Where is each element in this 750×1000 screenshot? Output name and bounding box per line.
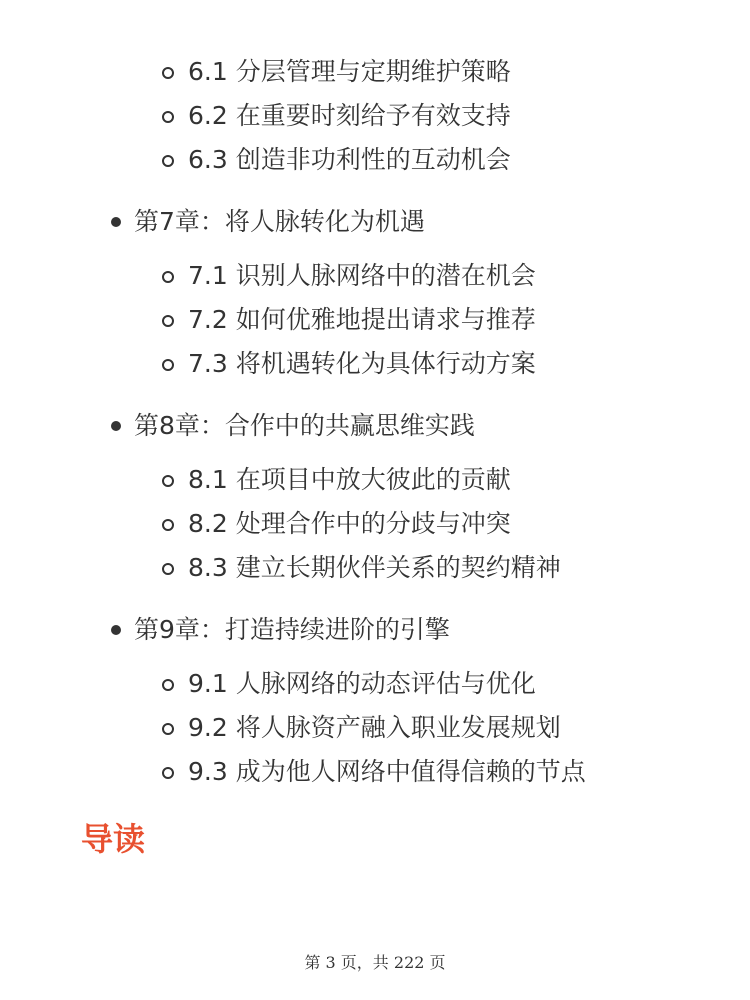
chapter-sub-list [0,662,750,794]
filled-bullet-icon [111,625,121,635]
toc-sub-item [0,502,750,546]
hollow-bullet-icon [162,111,174,123]
chapter-sub-list [0,458,750,590]
toc-sub-label: 7.2 如何优雅地提出请求与推荐 [188,305,536,334]
toc-sub-label: 9.3 成为他人网络中值得信赖的节点 [188,757,586,786]
toc-chapter-label: 第7章：将人脉转化为机遇 [134,207,425,236]
filled-bullet-icon [111,421,121,431]
toc-sub-label: 8.3 建立长期伙伴关系的契约精神 [188,553,561,582]
chapter-group-7 [0,194,750,386]
hollow-bullet-icon [162,679,174,691]
toc-sub-label: 6.3 创造非功利性的互动机会 [188,145,511,174]
toc-chapter-item [0,398,750,454]
toc-sub-item [0,342,750,386]
toc-sub-item [0,750,750,794]
chapter-group-8 [0,398,750,590]
toc-sub-item [0,94,750,138]
toc-chapter-label: 第8章：合作中的共赢思维实践 [134,411,475,440]
toc-sub-label: 7.1 识别人脉网络中的潜在机会 [188,261,536,290]
toc-sub-item [0,546,750,590]
filled-bullet-icon [111,217,121,227]
toc-sub-label: 8.1 在项目中放大彼此的贡献 [188,465,511,494]
toc-sub-item [0,662,750,706]
table-of-contents [0,50,750,794]
toc-chapter-item [0,194,750,250]
toc-sub-item [0,138,750,182]
hollow-bullet-icon [162,475,174,487]
toc-sub-label: 6.2 在重要时刻给予有效支持 [188,101,511,130]
toc-sub-item [0,706,750,750]
hollow-bullet-icon [162,723,174,735]
toc-sub-label: 7.3 将机遇转化为具体行动方案 [188,349,536,378]
toc-sub-item [0,298,750,342]
leading-sub-list [0,50,750,182]
hollow-bullet-icon [162,767,174,779]
hollow-bullet-icon [162,519,174,531]
toc-sub-label: 6.1 分层管理与定期维护策略 [188,57,511,86]
hollow-bullet-icon [162,563,174,575]
toc-chapter-item [0,602,750,658]
hollow-bullet-icon [162,271,174,283]
toc-chapter-label: 第9章：打造持续进阶的引擎 [134,615,450,644]
hollow-bullet-icon [162,315,174,327]
hollow-bullet-icon [162,359,174,371]
hollow-bullet-icon [162,155,174,167]
toc-sub-item [0,50,750,94]
toc-sub-item [0,458,750,502]
section-heading: 导读 [81,820,146,858]
toc-sub-label: 9.2 将人脉资产融入职业发展规划 [188,713,561,742]
toc-sub-label: 9.1 人脉网络的动态评估与优化 [188,669,536,698]
chapter-group-9 [0,602,750,794]
toc-sub-label: 8.2 处理合作中的分歧与冲突 [188,509,511,538]
toc-sub-item [0,254,750,298]
chapter-sub-list [0,254,750,386]
page-footer: 第 3 页，共 222 页 [304,953,446,972]
hollow-bullet-icon [162,67,174,79]
